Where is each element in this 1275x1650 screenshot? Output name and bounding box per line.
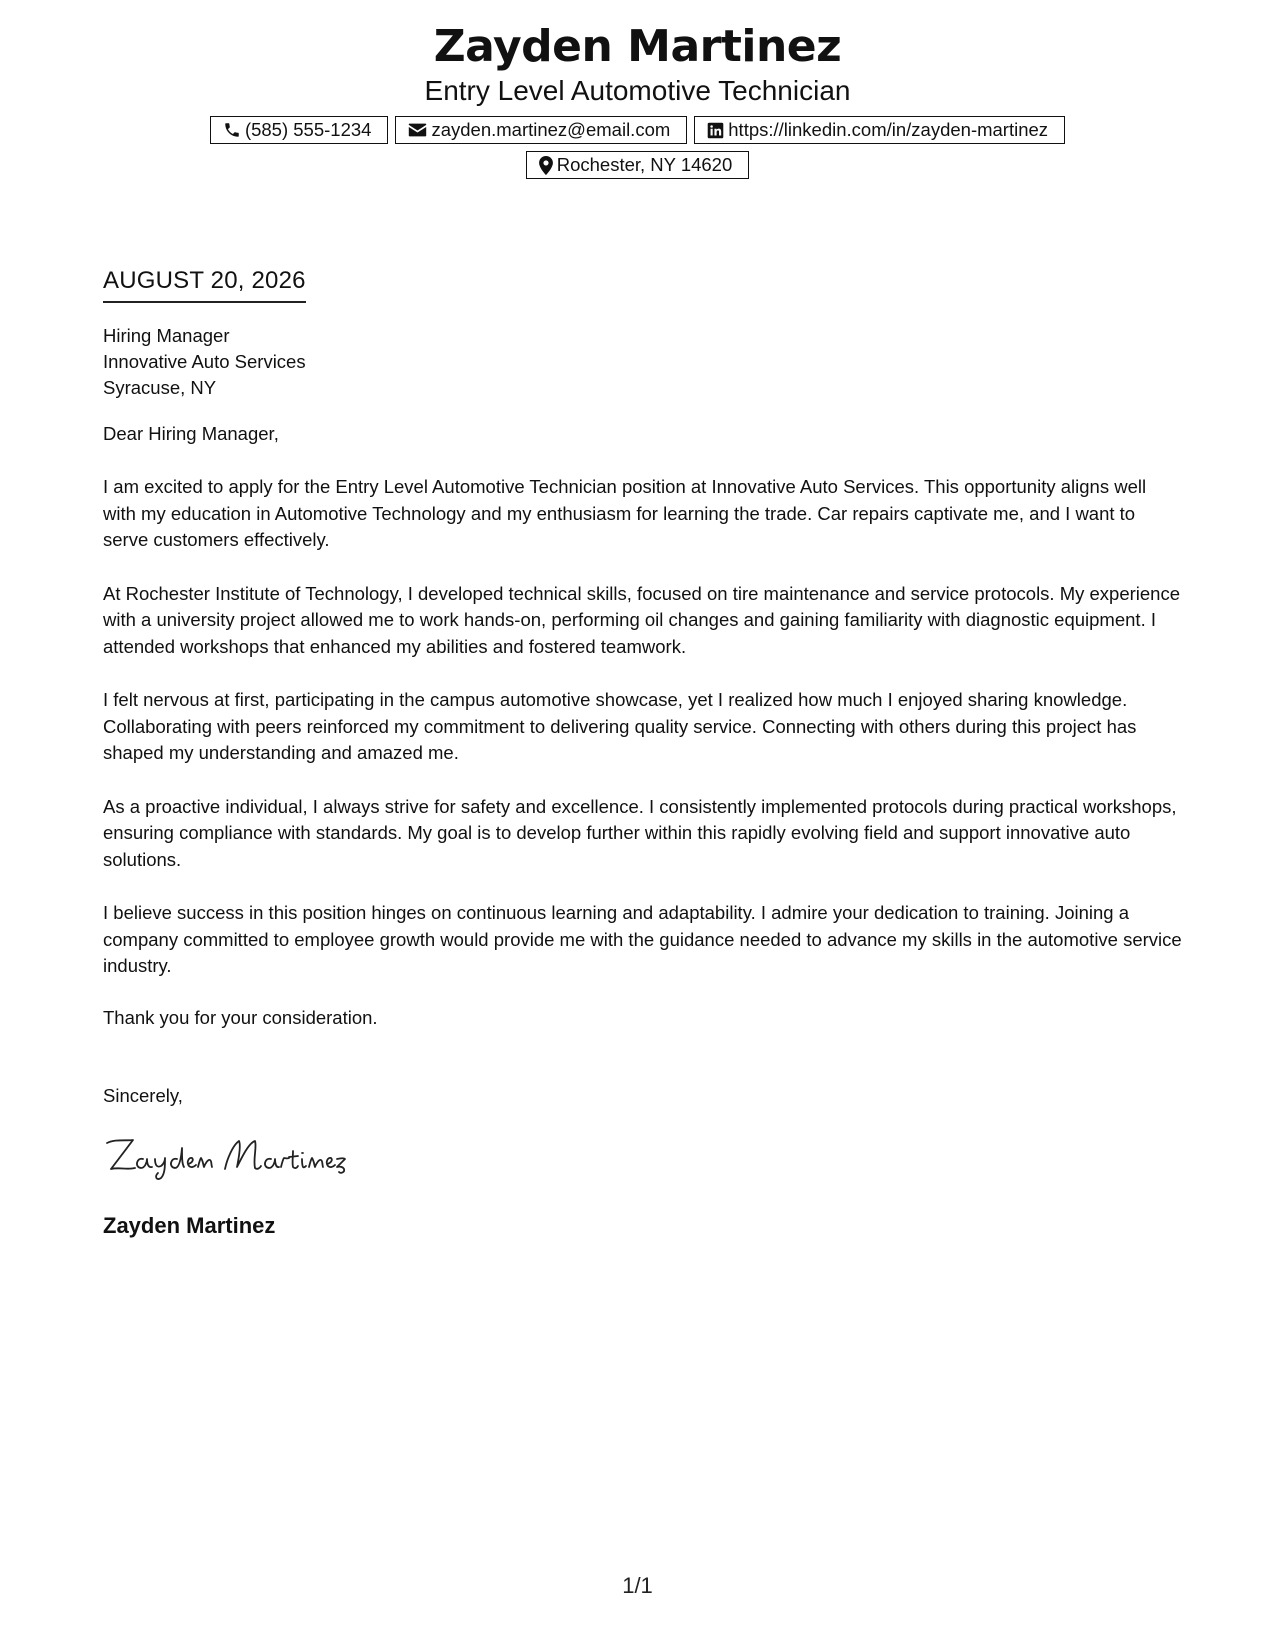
applicant-name: Zayden Martinez [433, 21, 842, 72]
letter-date: AUGUST 20, 2026 [103, 266, 306, 303]
letter-header [0, 20, 1275, 179]
phone-icon [223, 121, 241, 139]
page-number: 1/1 [622, 1573, 653, 1598]
body-paragraph: I am excited to apply for the Entry Level Automotive Technician position at Innovative Auto Services. This opportunity aligns well with my education in Automotive Technology and my enthusiasm for learning the trade. Car repairs captivate me, and I want to serve customers effectively. [103, 476, 1147, 550]
recipient-line: Syracuse, NY [103, 377, 217, 398]
email-text: zayden.martinez@email.com [431, 119, 671, 140]
recipient-block [103, 323, 1183, 401]
body-paragraph: At Rochester Institute of Technology, I developed technical skills, focused on tire maintenance and service protocols. My experience with a university project allowed me to work hands-on, performing oil changes and gaining familiarity with diagnostic equipment. I attended workshops that enhanced my abilities and fostered teamwork. [103, 582, 1181, 657]
contact-row [0, 116, 1275, 144]
linkedin-chip [694, 116, 1065, 144]
salutation: Dear Hiring Manager, [103, 423, 279, 444]
phone-text: (585) 555-1234 [244, 119, 372, 140]
linkedin-text: https://linkedin.com/in/zayden-martinez [728, 119, 1049, 140]
signer-name: Zayden Martinez [103, 1212, 276, 1238]
signoff: Sincerely, [103, 1084, 183, 1106]
phone-chip [210, 116, 389, 144]
email-chip [395, 116, 687, 144]
job-title: Entry Level Automotive Technician [424, 75, 851, 106]
body-paragraph: I believe success in this position hinges on continuous learning and adaptability. I admire your dedication to training. Joining a company committed to employee growth would provide me with the guidance needed to advance my skills in the automotive service industry. [103, 902, 1182, 976]
location-text: Rochester, NY 14620 [556, 154, 733, 175]
closing-line: Thank you for your consideration. [103, 1006, 378, 1028]
map-pin-icon [539, 156, 553, 175]
recipient-line: Innovative Auto Services [103, 351, 306, 372]
envelope-icon [408, 122, 427, 138]
letter-body [103, 266, 1183, 1240]
recipient-line: Hiring Manager [103, 325, 230, 346]
contact-row-location [0, 151, 1275, 179]
handwritten-signature [103, 1131, 373, 1187]
body-paragraph: As a proactive individual, I always strive for safety and excellence. I consistently implemented protocols during practical workshops, ensuring compliance with standards. My goal is to develop further within this rapidly evolving field and support innovative auto solutions. [103, 795, 1177, 870]
body-paragraph: I felt nervous at first, participating in the campus automotive showcase, yet I realized how much I enjoyed sharing knowledge. Collaborating with peers reinforced my commitment to delivering quality service. Connecting with others during this project has shaped my understanding and amazed me. [103, 689, 1137, 763]
linkedin-icon [707, 122, 724, 139]
location-chip [526, 151, 750, 179]
